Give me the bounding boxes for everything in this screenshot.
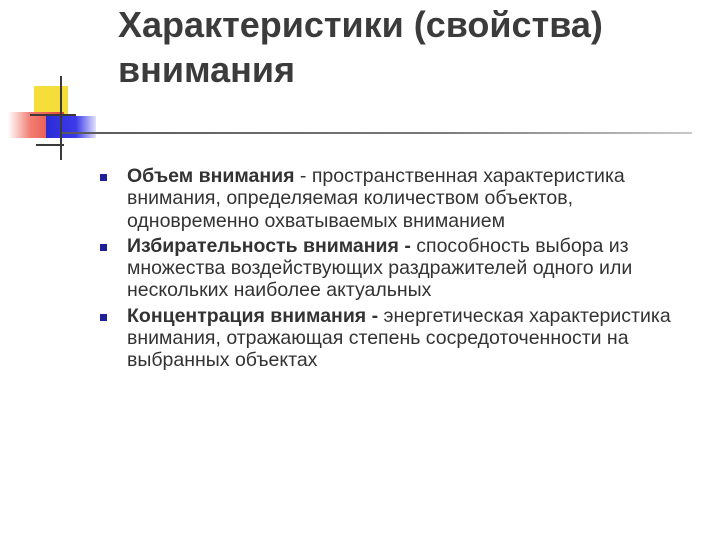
square-bullet-icon (100, 314, 107, 321)
blue-square (46, 116, 96, 138)
bullet-term: Избирательность внимания - (127, 234, 411, 257)
title-divider (62, 132, 692, 134)
bullet-item (100, 305, 700, 372)
bullet-term: Объем внимания (127, 165, 295, 187)
slide-title (118, 2, 708, 92)
title-line-1: Характеристики (свойства) (118, 4, 603, 45)
bullet-text: энергетическая характеристика внимания, отражающая степень сосредоточенности на выбранных объектах (127, 304, 671, 372)
bullet-item (100, 165, 700, 232)
square-bullet-icon (100, 244, 107, 251)
square-bullet-icon (100, 174, 107, 181)
bullet-item (100, 235, 700, 302)
bullet-text: способность выбора из множества воздействующих раздражителей одного или нескольких наиболее актуальных (127, 234, 633, 302)
bullet-list (100, 165, 700, 375)
title-line-2: внимания (118, 49, 296, 90)
horizontal-line (30, 114, 76, 116)
bullet-text: - пространственная характеристика внимания, определяемая количеством объектов, одновременно охватываемых вниманием (127, 165, 625, 232)
horizontal-line (36, 144, 64, 146)
bullet-term: Концентрация внимания - (127, 304, 379, 327)
decorative-squares-logo (0, 70, 110, 170)
vertical-line (60, 76, 62, 160)
